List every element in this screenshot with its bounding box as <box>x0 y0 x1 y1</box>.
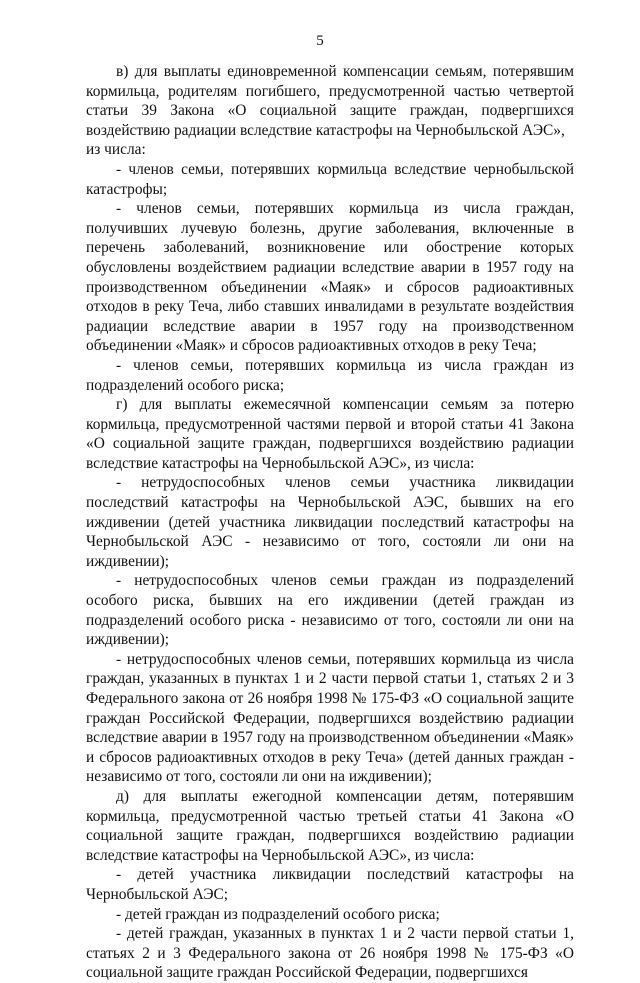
paragraph-g-monthly-compensation: г) для выплаты ежемесячной компенсации семьям за потерю кормильца, предусмотренной частями первой и второй статьи 41 Закона «О социальной защите граждан, подвергшихся воздействию радиации вследствие катастрофы на Чернобыльской АЭС», из числа: <box>86 396 574 472</box>
paragraph-including: из числа: <box>86 141 146 159</box>
page-number: 5 <box>316 33 324 49</box>
list-item: - детей граждан, указанных в пунктах 1 и 2 части первой статьи 1, статьях 2 и 3 Федерального закона от 26 ноября 1998 № 175-ФЗ «О социальной защите граждан Российской Федерации, подвергшихся <box>86 925 574 982</box>
list-item: - членов семьи, потерявших кормильца вследствие чернобыльской катастрофы; <box>86 160 574 198</box>
list-item: - нетрудоспособных членов семьи участника ликвидации последствий катастрофы на Чернобыльской АЭС, бывших на его иждивении (детей участника ликвидации последствий катастрофы на Чернобыльской АЭС - независимо от того, состояли ли они на иждивении); <box>86 474 574 570</box>
document-body <box>86 62 574 983</box>
paragraph-v-lump-sum-compensation: в) для выплаты единовременной компенсации семьям, потерявшим кормильца, родителям погибшего, предусмотренной частью четвертой статьи 39 Закона «О социальной защите граждан, подвергшихся воздействию радиации вследствие катастрофы на Чернобыльской АЭС», <box>86 63 574 139</box>
list-item: - нетрудоспособных членов семьи, потерявших кормильца из числа граждан, указанных в пунктах 1 и 2 части первой статьи 1, статьях 2 и 3 Федерального закона от 26 ноября 1998 № 175-ФЗ «О социальной защите граждан Российской Федерации, подвергшихся воздействию радиации вследствие аварии в 1957 году на производственном объединении «Маяк» и сбросов радиоактивных отходов в реку Теча» (детей данных граждан - независимо от того, состояли ли они на иждивении); <box>86 650 574 786</box>
list-item: - членов семьи, потерявших кормильца из числа граждан из подразделений особого риска; <box>86 356 574 394</box>
paragraph-d-annual-compensation: д) для выплаты ежегодной компенсации детям, потерявшим кормильца, предусмотренной частью третьей статьи 41 Закона «О социальной защите граждан, подвергшихся воздействию радиации вследствие катастрофы на Чернобыльской АЭС», из числа: <box>86 787 574 864</box>
list-item: - нетрудоспособных членов семьи граждан из подразделений особого риска, бывших на его иждивении (детей граждан из подразделений особого риска - независимо от того, состояли ли они на иждивении); <box>86 572 574 649</box>
list-item: - членов семьи, потерявших кормильца из числа граждан, получивших лучевую болезнь, другие заболевания, включенные в перечень заболеваний, возникновение или обострение которых обусловлены воздействием радиации вследствие аварии в 1957 году на производственном объединении «Маяк» и сбросов радиоактивных отходов в реку Теча, либо ставших инвалидами в результате воздействия радиации вследствие аварии в 1957 году на производственном объединении «Маяк» и сбросов радиоактивных отходов в реку Теча; <box>86 200 574 355</box>
list-item: - детей участника ликвидации последствий катастрофы на Чернобыльской АЭС; <box>86 866 574 903</box>
list-item: - детей граждан из подразделений особого риска; <box>116 905 440 923</box>
